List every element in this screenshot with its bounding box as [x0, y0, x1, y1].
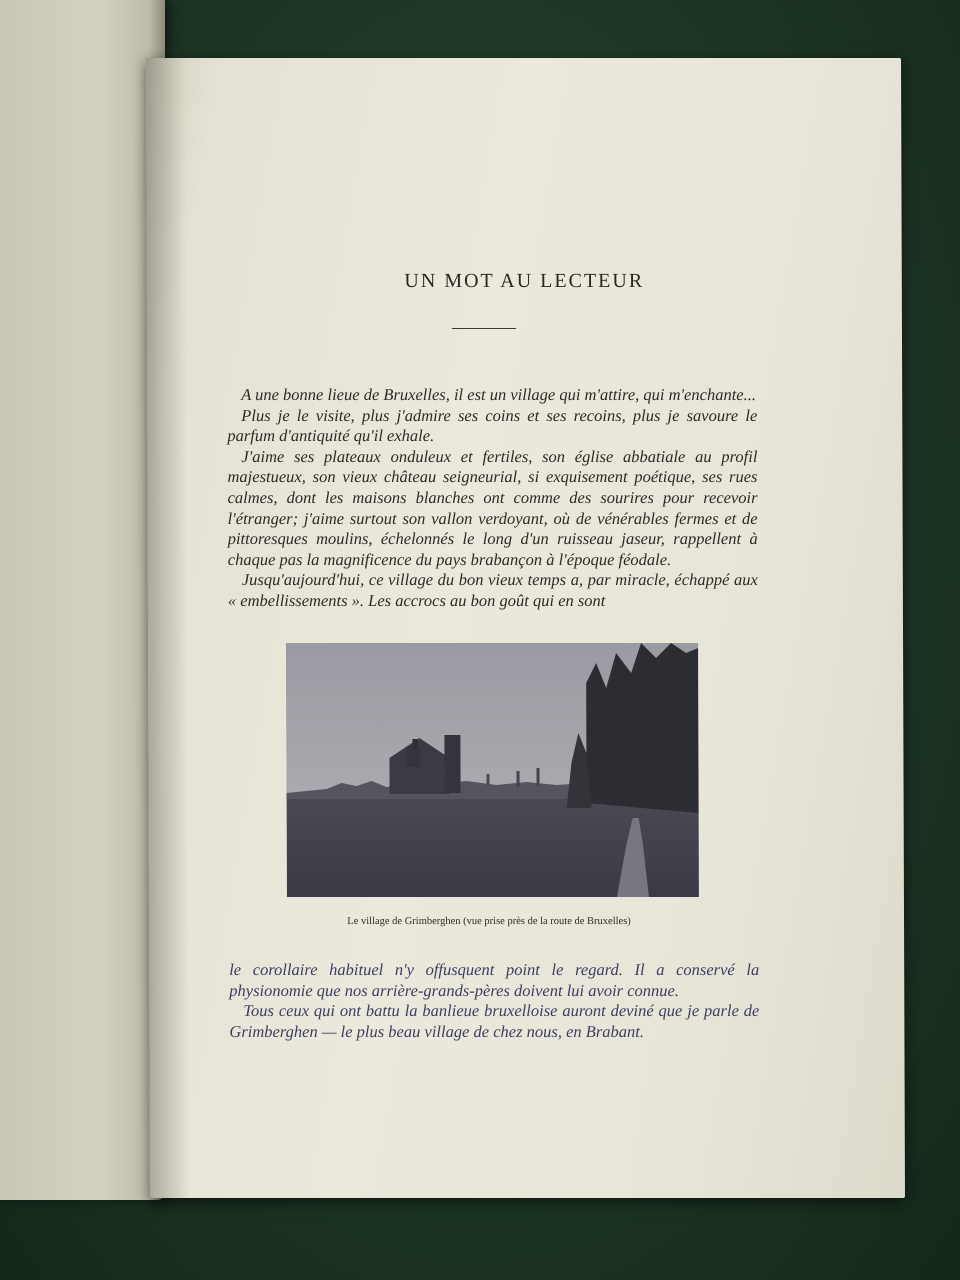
text-block-top	[227, 385, 758, 612]
paragraph: le corollaire habituel n'y offusquent point le regard. Il a conservé la physionomie que nos arrière-grands-pères doivent lui avoir connue.	[229, 960, 760, 1000]
paragraph: Plus je le visite, plus j'admire ses coins et ses recoins, plus je savoure le parfum d'antiquité qu'il exhale.	[227, 405, 758, 446]
village-photo-illustration	[286, 643, 699, 897]
village-photo	[286, 643, 699, 897]
gutter-shadow	[146, 58, 190, 1198]
text-block-bottom	[229, 960, 759, 1042]
paragraph: Jusqu'aujourd'hui, ce village du bon vieux temps a, par miracle, échappé aux « embellissements ». Les accrocs au bon goût qui en sont	[227, 570, 758, 610]
photo-caption: Le village de Grimberghen (vue prise près de la route de Bruxelles)	[347, 916, 631, 927]
paragraph: Tous ceux qui ont battu la banlieue bruxelloise auront deviné que je parle de Grimberghen — le plus beau village de chez nous, en Brabant.	[229, 1001, 760, 1041]
left-page	[0, 0, 165, 1200]
title-rule	[452, 328, 516, 329]
book-page	[146, 58, 905, 1198]
page-title: UN MOT AU LECTEUR	[404, 270, 645, 292]
paragraph: J'aime ses plateaux onduleux et fertiles, son église abbatiale au profil majestueux, son vieux château seigneurial, si exquisement poétique, ses rues calmes, dont les maisons blanches ont comme des sourires pour recevoir l'étranger; j'aime surtout son vallon verdoyant, où de vénérables fermes et de pittoresques moulins, échelonnés le long d'un ruisseau jaseur, rappellent à chaque pas la magnificence du pays brabançon à l'époque féodale.	[227, 446, 758, 569]
paragraph: A une bonne lieue de Bruxelles, il est un village qui m'attire, qui m'enchante...	[241, 385, 756, 404]
